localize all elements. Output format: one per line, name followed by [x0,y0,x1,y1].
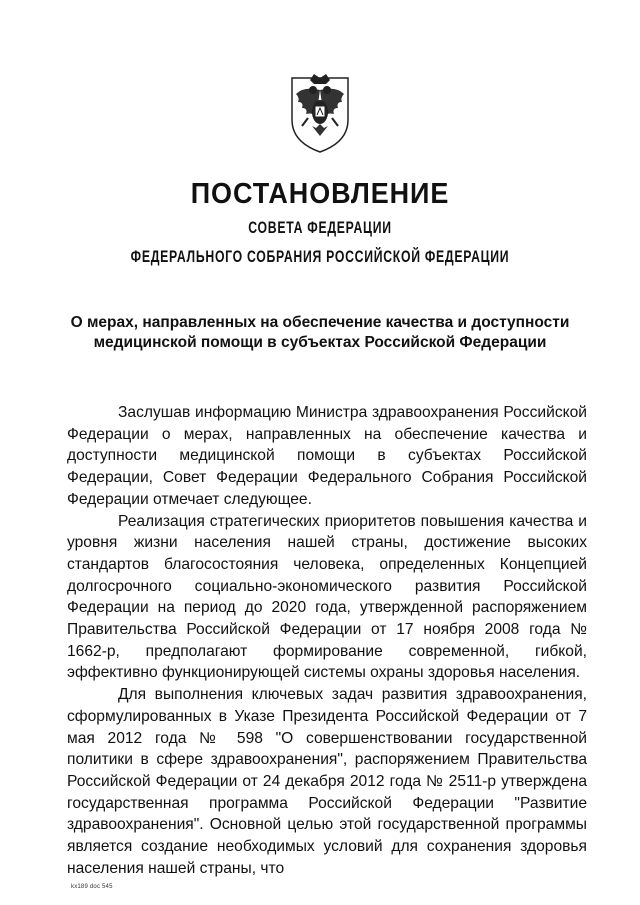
page-subtitle-assembly: ФЕДЕРАЛЬНОГО СОБРАНИЯ РОССИЙСКОЙ ФЕДЕРАЦИИ [130,247,510,266]
document-body [67,402,587,879]
document-heading-line: медицинской помощи в субъектах Российской Федерации [93,334,547,351]
document-heading-line: О мерах, направленных на обеспечение качества и доступности [70,314,570,331]
footer-code: kx189 doc 545 [71,884,113,890]
body-paragraph: Для выполнения ключевых задач развития здравоохранения, сформулированных в Указе Президента Российской Федерации от 7 мая 2012 года № 598 "О совершенствовании государственной политики в сфере здравоохранения", распоряжением Правительства Российской Федерации от 24 декабря 2012 года № 2511-р утверждена государственная программа Российской Федерации "Развитие здравоохранения". Основной целью этой государственной программы является создание необходимых условий для сохранения здоровья населения нашей страны, что [67,686,587,877]
body-paragraph: Реализация стратегических приоритетов повышения качества и уровня жизни населения нашей страны, достижение высоких стандартов благосостояния человека, определенных Концепцией долгосрочного социально-экономического развития Российской Федерации на период до 2020 года, утвержденной распоряжением Правительства Российской Федерации от 17 ноября 2008 года № 1662-р, предполагают формирование современной, гибкой, эффективно функционирующей системы охраны здоровья населения. [67,512,587,682]
page-subtitle-council: СОВЕТА ФЕДЕРАЦИИ [248,218,392,237]
coat-of-arms-icon [282,72,358,156]
body-paragraph: Заслушав информацию Министра здравоохранения Российской Федерации о мерах, направленных на обеспечение качества и доступности медицинской помощи в субъектах Российской Федерации, Совет Федерации Федерального Собрания Российской Федерации отмечает следующее. [67,404,587,508]
page-title: ПОСТАНОВЛЕНИЕ [190,178,450,210]
document-heading [60,313,580,353]
